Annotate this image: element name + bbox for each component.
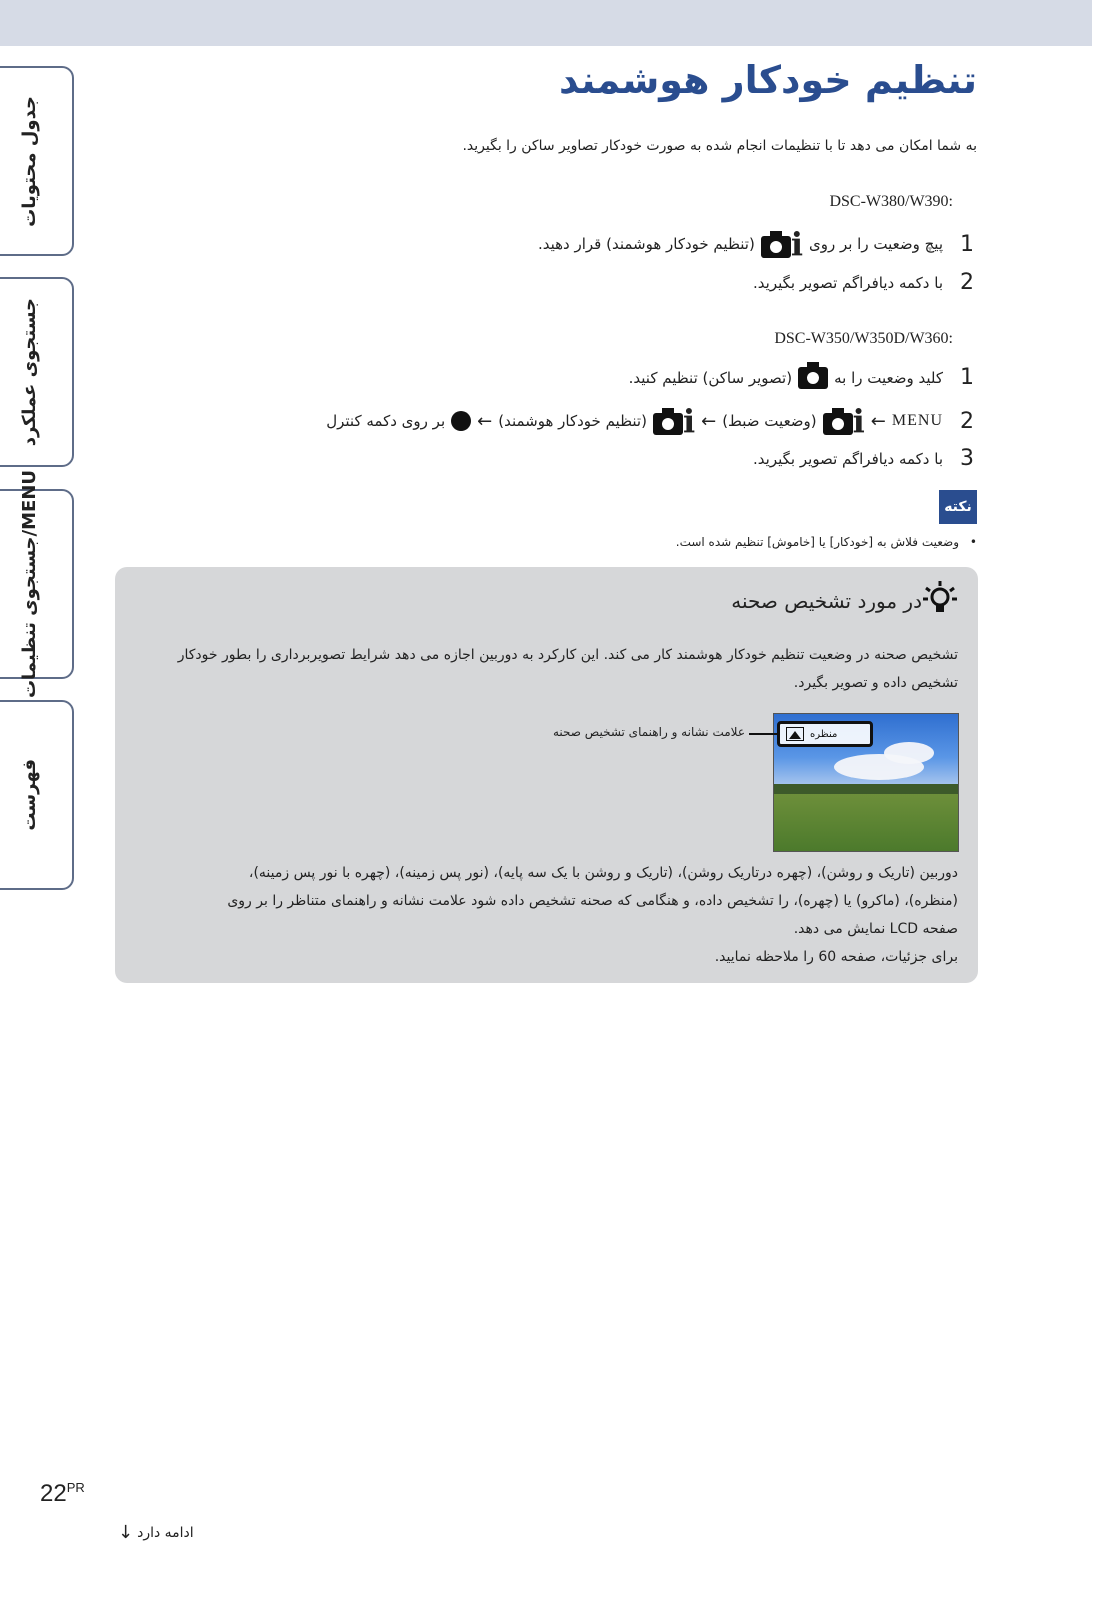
menu-label: MENU	[891, 412, 943, 429]
landscape-icon	[786, 727, 804, 741]
tab-index[interactable]: فهرست	[0, 700, 74, 890]
intelligent-auto-icon: i	[653, 405, 695, 437]
reference-text: برای جزئیات، صفحه 60 را ملاحظه نمایید.	[714, 949, 958, 965]
model-label-1: :DSC-W380/W390	[829, 193, 953, 210]
arrow-left-icon: ←	[701, 410, 717, 432]
step-2a: 2 با دکمه دیافراگم تصویر بگیرید.	[753, 270, 974, 295]
intelligent-auto-icon: i	[761, 228, 803, 260]
step-1a: 1 پیچ وضعیت را بر روی i (تنظیم خودکار هوشمند) قرار دهید.	[537, 225, 974, 263]
tab-menu-settings-search[interactable]: جستجوی تنظیمات/MENU	[0, 489, 74, 679]
intro-text: به شما امکان می دهد تا با تنظیمات انجام شده به صورت خودکار تصاویر ساکن را بگیرید.	[462, 138, 977, 154]
panel-paragraph-2: دوربین (تاریک و روشن)، (چهره درتاریک روشن)، (تاریک و روشن با یک سه پایه)، (نور پس زمینه)، (چهره با نور پس زمینه)، (منظره)، (ماکرو) یا (چهره)، را تشخیص داده، و هنگامی که صحنه تشخیص داده شود علامت نشانه و راهنمای متناظر را بر روی صفحه LCD نمایش می دهد. برای جزئیات، صفحه 60 را ملاحظه نمایید.	[136, 859, 958, 971]
tab-operation-search[interactable]: جستجوی عملکرد	[0, 277, 74, 467]
panel-heading: در مورد تشخیص صحنه	[731, 589, 922, 613]
step-3b: 3 با دکمه دیافراگم تصویر بگیرید.	[753, 446, 974, 471]
top-bar	[0, 0, 1092, 46]
intelligent-auto-icon: i	[823, 405, 865, 437]
page-title: تنظیم خودکار هوشمند	[559, 58, 977, 102]
step-1b: 1 کلید وضعیت را به (تصویر ساکن) تنظیم کنید.	[628, 365, 974, 390]
hint-bulb-icon	[922, 579, 958, 619]
continue-link[interactable]: ادامه دارد ↓	[118, 1522, 194, 1543]
page-number: $22^{PR}$	[40, 1480, 85, 1507]
control-button-icon	[451, 411, 471, 431]
arrow-left-icon: ←	[477, 410, 493, 432]
camera-icon	[798, 367, 828, 389]
scene-recognition-panel	[115, 567, 978, 983]
note-badge: نکته	[939, 490, 977, 524]
tab-table-of-contents[interactable]: جدول محتویات	[0, 66, 74, 256]
model-label-2: :DSC-W350/W350D/W360	[774, 330, 953, 347]
callout-text: علامت نشانه و راهنمای تشخیص صحنه	[552, 725, 745, 739]
note-item: وضعیت فلاش به [خودکار] یا [خاموش] تنظیم شده است. •	[676, 535, 959, 549]
arrow-left-icon: ←	[870, 410, 886, 432]
panel-paragraph-1: تشخیص صحنه در وضعیت تنظیم خودکار هوشمند کار می کند. این کارکرد به دوربین اجازه می دهد شرایط تصویربرداری را بطور خودکار تشخیص داده و تصویر بگیرد.	[177, 647, 958, 691]
step-2b: 2 MENU ← i (وضعیت ضبط) ← i (تنظیم خودکار هوشمند) ← بر روی دکمه کنترل	[326, 402, 974, 440]
callout-line	[749, 733, 777, 735]
arrow-down-icon: ↓	[118, 1522, 134, 1543]
scene-recognition-indicator: منظره	[777, 721, 873, 747]
